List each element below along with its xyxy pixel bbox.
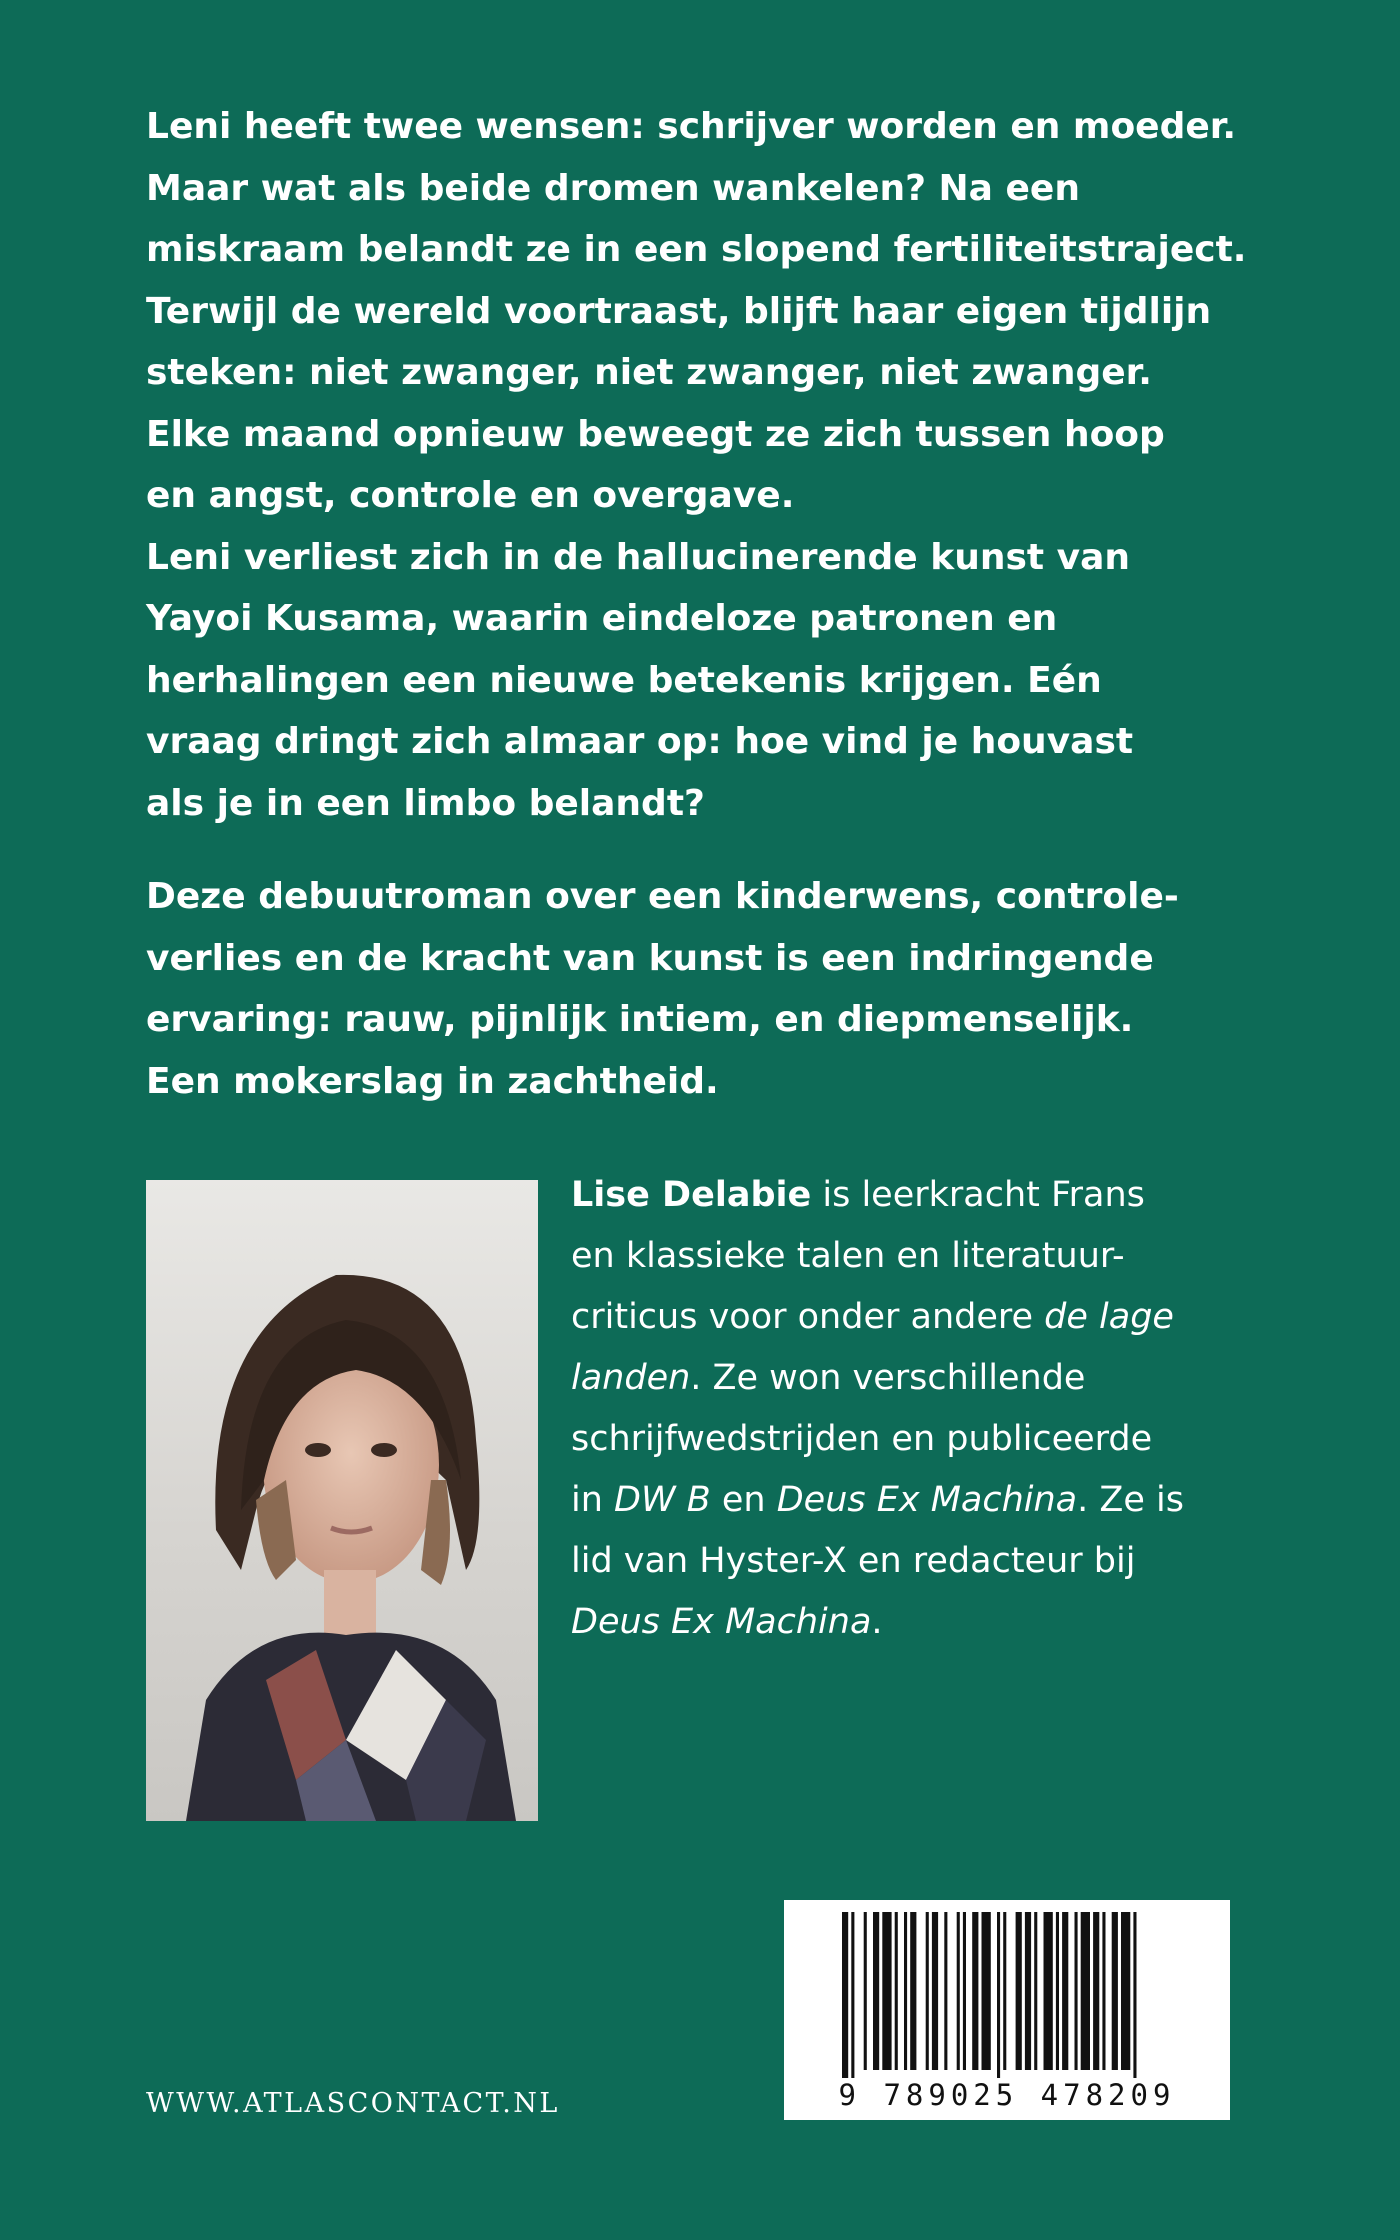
blurb-line: Een mokerslag in zachtheid. xyxy=(146,1060,719,1102)
barcode-bar xyxy=(944,1912,947,2070)
barcode-bar xyxy=(910,1912,916,2070)
barcode-bar xyxy=(963,1912,966,2070)
author-name: Lise Delabie xyxy=(571,1175,812,1215)
bio-line: schrijfwedstrijden en publiceerde xyxy=(571,1419,1153,1459)
barcode-bar xyxy=(1056,1912,1059,2070)
barcode-bar xyxy=(1102,1912,1105,2070)
barcode-bar xyxy=(957,1912,960,2070)
barcode-bar xyxy=(1016,1912,1022,2070)
barcode-bar xyxy=(842,1912,848,2078)
barcode-bar xyxy=(1093,1912,1099,2070)
barcode-bar xyxy=(1025,1912,1031,2070)
barcode-bar xyxy=(895,1912,898,2070)
barcode-bar xyxy=(873,1912,879,2070)
blurb-line: Leni verliest zich in de hallucinerende kunst van xyxy=(146,536,1131,578)
author-bio xyxy=(571,1165,1291,1653)
blurb-line: Maar wat als beide dromen wankelen? Na een xyxy=(146,167,1080,209)
barcode-bar xyxy=(1112,1912,1118,2070)
blurb-line: vraag dringt zich almaar op: hoe vind je houvast xyxy=(146,721,1134,762)
blurb-line: miskraam belandt ze in een slopend fertiliteitstraject. xyxy=(146,229,1247,270)
blurb-line: en angst, controle en overgave. xyxy=(146,475,795,516)
blurb-line: Yayoi Kusama, waarin eindeloze patronen en xyxy=(146,598,1058,639)
blurb-line: Deze debuutroman over een kinderwens, controle- xyxy=(146,876,1179,917)
barcode-bar xyxy=(982,1912,991,2070)
blurb-line: als je in een limbo belandt? xyxy=(146,782,705,824)
barcode-bar xyxy=(1044,1912,1053,2070)
barcode-bar xyxy=(864,1912,867,2070)
blurb-line: ervaring: rauw, pijnlijk intiem, en diepmenselijk. xyxy=(146,999,1134,1040)
blurb-line: Leni heeft twee wensen: schrijver worden en moeder. xyxy=(146,106,1237,147)
barcode-bar xyxy=(1034,1912,1037,2070)
bio-line: Deus Ex Machina. xyxy=(571,1602,883,1642)
barcode-bar xyxy=(1062,1912,1068,2070)
author-photo xyxy=(146,1180,538,1821)
bio-line: lid van Hyster-X en redacteur bij xyxy=(571,1541,1136,1581)
bio-line: Lise Delabie is leerkracht Frans xyxy=(571,1175,1145,1215)
blurb-line: steken: niet zwanger, niet zwanger, niet zwanger. xyxy=(146,352,1152,393)
barcode-bar xyxy=(932,1912,938,2070)
publisher-url: WWW.ATLASCONTACT.NL xyxy=(146,2088,560,2119)
blurb-paragraph-1 xyxy=(146,96,1286,834)
bio-line: in DW B en Deus Ex Machina. Ze is xyxy=(571,1480,1184,1520)
isbn-barcode xyxy=(784,1900,1230,2120)
blurb-line: Elke maand opnieuw beweegt ze zich tussen hoop xyxy=(146,413,1165,455)
bio-line: criticus voor onder andere de lage xyxy=(571,1297,1174,1337)
bio-line: en klassieke talen en literatuur- xyxy=(571,1236,1125,1276)
bio-line: landen. Ze won verschillende xyxy=(571,1358,1086,1398)
barcode-bar xyxy=(926,1912,929,2070)
barcode-bar xyxy=(1003,1912,1006,2070)
barcode-bar xyxy=(882,1912,891,2070)
barcode-bar xyxy=(1133,1912,1136,2078)
barcode-bar xyxy=(904,1912,907,2070)
blurb-line: Terwijl de wereld voortraast, blijft haar eigen tijdlijn xyxy=(146,290,1212,332)
barcode-bar xyxy=(997,1912,1000,2078)
barcode-bar xyxy=(1075,1912,1078,2070)
barcode-bar xyxy=(972,1912,978,2070)
isbn-number: 9 789025 478209 xyxy=(838,2078,1176,2112)
barcode-bars xyxy=(784,1900,1230,2078)
barcode-bar xyxy=(1121,1912,1130,2070)
blurb-line: verlies en de kracht van kunst is een indringende xyxy=(146,937,1154,979)
blurb-text xyxy=(146,96,1286,1112)
blurb-line: herhalingen een nieuwe betekenis krijgen. Eén xyxy=(146,659,1102,701)
blurb-paragraph-2 xyxy=(146,866,1286,1112)
author-portrait-image xyxy=(146,1180,538,1821)
barcode-bar xyxy=(1081,1912,1090,2070)
barcode-bar xyxy=(851,1912,854,2078)
